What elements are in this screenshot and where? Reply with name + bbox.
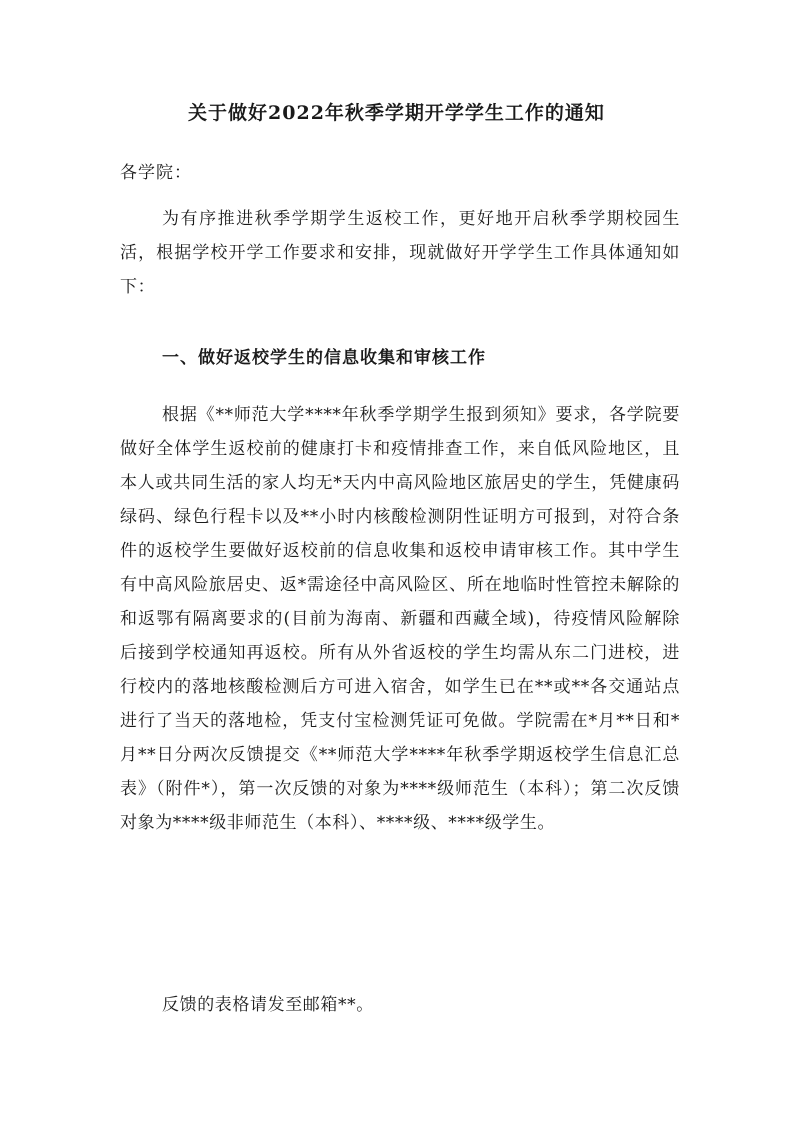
section-heading-1: 一、做好返校学生的信息收集和审核工作 (162, 348, 486, 368)
section-1-paragraph: 根据《**师范大学****年秋季学期学生报到须知》要求，各学院要做好全体学生返校前的健康打卡和疫情排查工作，来自低风险地区，且本人或共同生活的家人均无*天内中高风险地区旅居史的学生，凭健康码绿码、绿色行程卡以及**小时内核酸检测阴性证明方可报到，对符合条件的返校学生要做好返校前的信息收集和返校申请审核工作。其中学生有中高风险旅居史、返*需途径中高风险区、所在地临时性管控未解除的和返鄂有隔离要求的(目前为海南、新疆和西藏全域)，待疫情风险解除后接到学校通知再返校。所有从外省返校的学生均需从东二门进校，进行校内的落地核酸检测后方可进入宿舍，如学生已在**或**各交通站点进行了当天的落地检，凭支付宝检测凭证可免做。学院需在*月**日和*月**日分两次反馈提交《**师范大学****年秋季学期返校学生信息汇总表》（附件*），第一次反馈的对象为****级师范生（本科）；第二次反馈对象为****级非师范生（本科）、****级、****级学生。 (120, 405, 680, 833)
section-1-email-paragraph: 反馈的表格请发至邮箱**。 (162, 995, 374, 1015)
intro-paragraph: 为有序推进秋季学期学生返校工作，更好地开启秋季学期校园生活，根据学校开学工作要求和安排，现就做好开学学生工作具体通知如下： (120, 209, 680, 297)
salutation: 各学院： (120, 163, 192, 183)
document-title: 关于做好2022年秋季学期开学学生工作的通知 (188, 102, 605, 124)
